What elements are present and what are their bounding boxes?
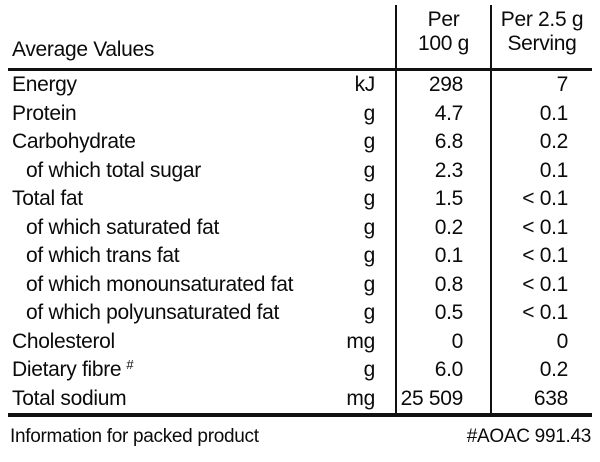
table-row [8,328,592,357]
row-value-serving: 0 [490,328,592,357]
table-footer [0,417,600,457]
header-per-100g-line1: Per [427,8,460,31]
row-value-serving: 0.1 [490,157,592,186]
row-unit: kJ [354,73,375,97]
row-value-serving: < 0.1 [490,214,592,243]
footer-method-reference: #AOAC 991.43 [466,426,591,447]
row-unit: g [363,272,375,296]
row-value-serving: < 0.1 [490,299,592,328]
row-value-per100: 0.8 [395,271,490,300]
row-value-serving: 7 [490,71,592,100]
row-label [8,214,308,243]
row-value-serving: 0.1 [490,100,592,129]
table-row [8,356,592,385]
row-unit: g [363,101,375,125]
row-value-per100: 25 509 [395,385,490,414]
row-value-per100: 6.0 [395,356,490,385]
row-label-text: Carbohydrate [12,130,136,154]
row-value-serving: 0.2 [490,128,592,157]
row-label [8,100,308,129]
row-value-per100: 4.7 [395,100,490,129]
row-label-text: Protein [12,101,77,125]
row-value-per100: 2.3 [395,157,490,186]
row-label [8,356,308,385]
row-value-per100: 0.2 [395,214,490,243]
header-per-100g [395,5,490,68]
row-label-text: Total sodium [12,386,127,410]
row-value-serving: 0.2 [490,356,592,385]
table-row [8,157,592,186]
row-value-serving: < 0.1 [490,271,592,300]
row-value-per100: 298 [395,71,490,100]
row-label-text: Energy [12,73,77,97]
row-unit: g [363,158,375,182]
row-value-serving: < 0.1 [490,242,592,271]
row-unit: g [363,244,375,268]
row-unit: mg [346,386,375,410]
footer-note: Information for packed product [10,426,259,447]
table-header-row [8,5,592,71]
row-value-per100: 0.1 [395,242,490,271]
footnote-marker: # [126,356,134,372]
row-unit: g [363,358,375,382]
table-row [8,214,592,243]
table-row [8,385,592,414]
row-value-serving: < 0.1 [490,185,592,214]
row-value-per100: 1.5 [395,185,490,214]
header-per-serving [490,5,592,68]
table-row [8,242,592,271]
row-label [8,185,308,214]
row-unit: g [363,130,375,154]
row-label-text: of which monounsaturated fat [26,272,294,296]
row-label [8,128,308,157]
row-unit: mg [346,329,375,353]
table-row [8,271,592,300]
row-label [8,242,308,271]
header-per-serving-line2: Serving [507,32,577,55]
table-row [8,299,592,328]
row-value-per100: 0.5 [395,299,490,328]
table-row [8,128,592,157]
row-unit: g [363,301,375,325]
row-unit: g [363,215,375,239]
row-label-text: Cholesterol [12,329,115,353]
row-value-serving: 638 [490,385,592,414]
row-label-text: Total fat [12,187,83,211]
row-label [8,271,308,300]
table-row [8,185,592,214]
row-label [8,71,308,100]
row-label-text: of which saturated fat [26,215,220,239]
row-unit: g [363,187,375,211]
row-label [8,299,308,328]
header-per-serving-line1: Per 2.5 g [500,8,584,31]
row-label [8,385,308,414]
header-per-100g-line2: 100 g [417,32,470,55]
row-label-text: Dietary fibre [12,358,122,382]
row-label-text: of which trans fat [26,244,180,268]
row-value-per100: 6.8 [395,128,490,157]
nutrition-table [8,5,592,417]
table-body [8,71,592,417]
row-label-text: of which polyunsaturated fat [26,301,280,325]
table-row [8,71,592,100]
row-value-per100: 0 [395,328,490,357]
row-label-text: of which total sugar [26,158,201,182]
row-label [8,328,308,357]
table-row [8,100,592,129]
row-label [8,157,308,186]
header-average-values: Average Values [12,38,155,61]
